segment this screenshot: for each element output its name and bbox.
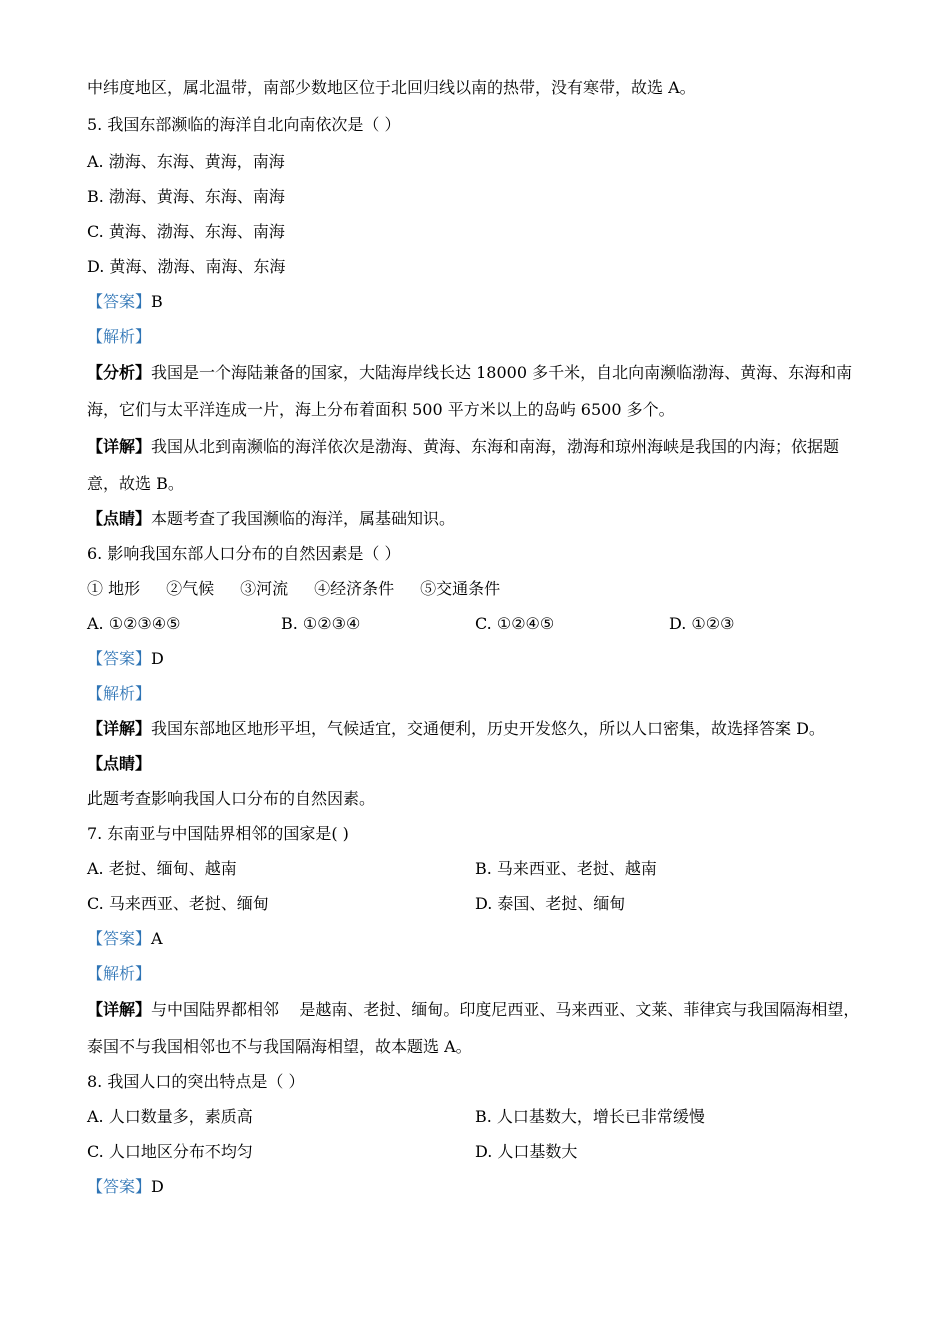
- q5-option-c: C. 黄海、渤海、东海、南海: [87, 222, 285, 241]
- q8-options-row-2: [87, 1142, 867, 1162]
- answer-value: D: [151, 649, 164, 668]
- q7-options-row-1: [87, 859, 867, 879]
- q7-option-a: A. 老挝、缅甸、越南: [87, 859, 237, 878]
- q5-dianjing: [87, 509, 867, 529]
- q8-answer: [87, 1177, 867, 1197]
- analysis-tag: 【解析】: [87, 964, 152, 983]
- detail-text: 我国从北到南濒临的海洋依次是渤海、黄海、东海和南海，渤海和琼州海峡是我国的内海；依据题意，故选 B。: [87, 437, 840, 493]
- q6-stem: 6. 影响我国东部人口分布的自然因素是（ ）: [87, 544, 401, 563]
- fenxi-text: 我国是一个海陆兼备的国家，大陆海岸线长达 18000 多千米，自北向南濒临渤海、黄海、东海和南海，它们与太平洋连成一片，海上分布着面积 500 平方米以上的岛屿 6500 多个。: [87, 363, 853, 419]
- answer-tag: 【答案】: [87, 929, 152, 948]
- q5-analysis: [87, 327, 867, 347]
- detail-text: 我国东部地区地形平坦，气候适宜，交通便利，历史开发悠久，所以人口密集，故选择答案 D。: [151, 719, 825, 738]
- q7-option-b: B. 马来西亚、老挝、越南: [475, 859, 657, 878]
- q7-analysis: [87, 964, 867, 984]
- q6-detail: [87, 719, 867, 739]
- detail-tag: 【详解】: [87, 437, 152, 456]
- q5-option-a: A. 渤海、东海、黄海，南海: [87, 152, 285, 171]
- q6-answer: [87, 649, 867, 669]
- answer-value: B: [151, 292, 163, 311]
- answer-tag: 【答案】: [87, 1177, 152, 1196]
- analysis-tag: 【解析】: [87, 684, 152, 703]
- q6-factor-2: ②气候: [166, 579, 215, 598]
- q6-option-c: C. ①②④⑤: [475, 614, 555, 633]
- q6-factor-1: ① 地形: [87, 579, 141, 598]
- q6-factors: [87, 579, 867, 599]
- q5-fenxi: [87, 354, 867, 428]
- q8-option-a: A. 人口数量多，素质高: [87, 1107, 253, 1126]
- q6-option-a: A. ①②③④⑤: [87, 614, 181, 633]
- answer-tag: 【答案】: [87, 649, 152, 668]
- q6-factor-4: ④经济条件: [314, 579, 395, 598]
- q8-option-d: D. 人口基数大: [475, 1142, 578, 1161]
- answer-value: A: [151, 929, 163, 948]
- q6-factor-5: ⑤交通条件: [420, 579, 501, 598]
- q7-option-c: C. 马来西亚、老挝、缅甸: [87, 894, 269, 913]
- q6-option-d: D. ①②③: [669, 614, 735, 633]
- answer-tag: 【答案】: [87, 292, 152, 311]
- q6-dianjing-text: 此题考查影响我国人口分布的自然因素。: [87, 789, 376, 808]
- q8-option-b: B. 人口基数大，增长已非常缓慢: [475, 1107, 705, 1126]
- fenxi-tag: 【分析】: [87, 363, 152, 382]
- q8-option-c: C. 人口地区分布不均匀: [87, 1142, 253, 1161]
- q6-factor-3: ③河流: [240, 579, 289, 598]
- q7-options-row-2: [87, 894, 867, 914]
- q5-stem: 5. 我国东部濒临的海洋自北向南依次是（ ）: [87, 115, 401, 134]
- q7-detail: [87, 991, 867, 1065]
- q7-answer: [87, 929, 867, 949]
- detail-tag: 【详解】: [87, 719, 152, 738]
- analysis-tag: 【解析】: [87, 327, 152, 346]
- q7-stem: 7. 东南亚与中国陆界相邻的国家是( ): [87, 824, 349, 843]
- q6-dianjing: [87, 754, 867, 774]
- q8-stem: 8. 我国人口的突出特点是（ ）: [87, 1072, 305, 1091]
- q5-option-d: D. 黄海、渤海、南海、东海: [87, 257, 286, 276]
- q6-options: [87, 614, 867, 634]
- dianjing-text: 本题考查了我国濒临的海洋，属基础知识。: [151, 509, 456, 528]
- q5-answer: [87, 292, 867, 312]
- q5-option-b: B. 渤海、黄海、东海、南海: [87, 187, 285, 206]
- answer-value: D: [151, 1177, 164, 1196]
- q6-analysis: [87, 684, 867, 704]
- q5-detail: [87, 428, 867, 502]
- dianjing-tag: 【点睛】: [87, 509, 152, 528]
- q7-option-d: D. 泰国、老挝、缅甸: [475, 894, 626, 913]
- document-page: [87, 78, 867, 1197]
- q6-option-b: B. ①②③④: [281, 614, 361, 633]
- detail-tag: 【详解】: [87, 1000, 152, 1019]
- dianjing-tag: 【点睛】: [87, 754, 152, 773]
- intro-text: 中纬度地区，属北温带，南部少数地区位于北回归线以南的热带，没有寒带，故选 A。: [87, 78, 696, 97]
- q8-options-row-1: [87, 1107, 867, 1127]
- detail-text: 与中国陆界都相邻 是越南、老挝、缅甸。印度尼西亚、马来西亚、文莱、菲律宾与我国隔海相望，泰国不与我国相邻也不与我国隔海相望，故本题选 A。: [87, 1000, 860, 1056]
